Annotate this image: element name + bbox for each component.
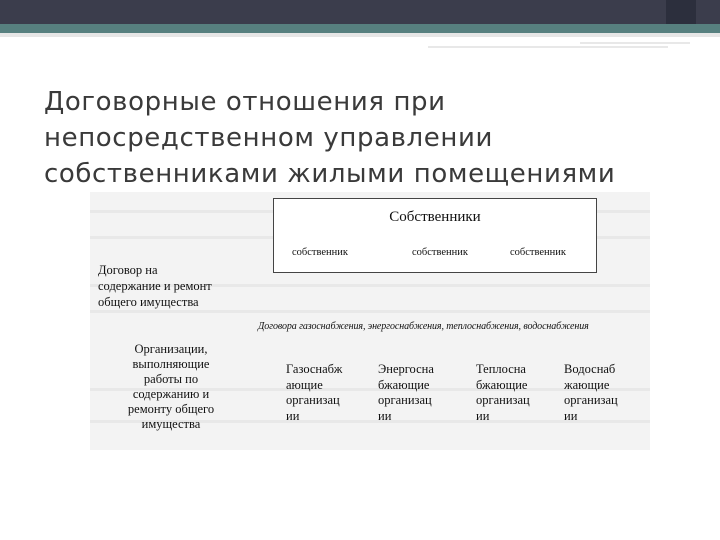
org-line: Энергосна [378,362,434,376]
title-line-2: непосредственном управлении [44,123,493,153]
org-line: организац [564,393,618,407]
maintenance-org-line: содержанию и [132,387,210,401]
water-supply-orgs [564,362,618,424]
divider-line [0,33,720,37]
heat-supply-orgs [476,362,530,424]
org-line: Газоснабж [286,362,343,376]
decor-line-1 [428,46,668,48]
supply-contracts-label: Договора газоснабжения, энергоснабжения, теплоснабжения, водоснабжения [258,321,589,332]
org-line: организац [378,393,432,407]
owners-title: Собственники [389,209,481,225]
maintenance-contract-label [98,262,248,310]
bg-stripe [90,310,650,313]
maintenance-org-line: имущества [141,417,201,431]
org-line: Водоснаб [564,362,616,376]
owner-label-2: собственник [412,247,469,258]
org-line: ии [476,408,490,423]
maintenance-org-line: работы по [143,372,199,386]
org-line: бжающие [378,377,430,392]
owner-label-3: собственник [510,247,567,258]
org-line: ии [378,408,392,423]
title-line-1: Договорные отношения при [44,87,446,117]
org-line: ии [286,408,300,423]
org-line: организац [476,393,530,407]
gas-supply-orgs [286,362,342,424]
org-line: жающие [564,377,610,392]
maintenance-contract-line: общего имущества [98,295,199,309]
title-line-3: собственниками жилыми помещениями [44,159,616,189]
maintenance-org-line: выполняющие [132,357,210,371]
energy-supply-orgs [378,362,434,424]
accent-line [0,24,720,33]
top-bar [0,0,720,24]
maintenance-org-line: Организации, [134,342,208,356]
owners-box [273,198,597,273]
contract-diagram [90,192,650,450]
org-line: организац [286,393,340,407]
org-line: ии [564,408,578,423]
maintenance-contract-line: содержание и ремонт [98,279,212,293]
org-line: ающие [286,377,323,392]
decor-line-2 [580,42,690,44]
maintenance-contract-line: Договор на [98,263,158,277]
owner-label-1: собственник [292,247,349,258]
org-line: Теплосна [476,362,526,376]
org-line: бжающие [476,377,528,392]
top-bar-accent [666,0,696,24]
maintenance-org-line: ремонту общего [127,402,215,416]
slide-title [44,84,684,192]
maintenance-organizations [96,342,246,432]
